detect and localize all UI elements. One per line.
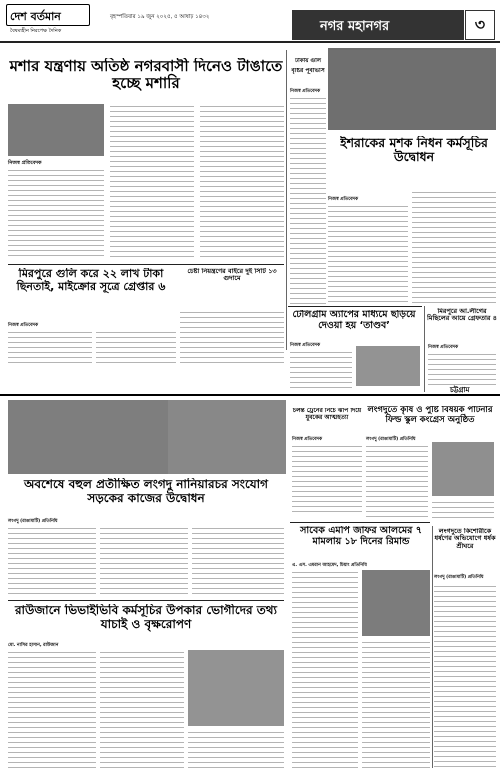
s13-headline: লংগদুতে কিশোরীকে ধর্ষণের অভিযোগে ধর্ষক শ্রীঘরে	[434, 528, 496, 550]
s11-photo	[362, 570, 430, 636]
masthead-rule	[0, 41, 500, 43]
logo-text: দেশ বর্তমান	[10, 10, 61, 23]
row-rule-4	[8, 600, 284, 601]
page-number: ৩	[474, 15, 486, 34]
s2-kicker: ঢাকায় গুলি	[295, 58, 321, 64]
s1-headline: মশার যন্ত্রণায় অতিষ্ঠ নগরবাসী দিনেও টাঙাতে হচ্ছে মশারি	[9, 58, 283, 93]
s2-body	[290, 96, 326, 306]
logo-tagline: বৈষম্যহীন নিরপেক্ষ দৈনিক	[10, 28, 62, 34]
s12-headline: রাউজানে ভিভাইভিবি কর্মসূচির উপকার ভোগীদের তথ্য যাচাই ও বৃক্ষরোপণ	[14, 604, 278, 631]
s1-byline: নিজস্ব প্রতিবেদক	[8, 160, 42, 166]
s6-body	[290, 350, 352, 388]
date-line: বৃহস্পতিবার ১৯ জুন ২০২৫, ৫ আষাঢ় ১৪৩২	[110, 14, 210, 20]
s4-headline: মিরপুরে গুলি করে ২২ লাখ টাকা ছিনতাই, মাইক্রোর সূত্রে গ্রেপ্তার ৬	[16, 268, 166, 293]
s8-byline: নিজস্ব প্রতিবেদক	[292, 437, 323, 442]
s13-byline: লংগদু (রাঙামাটি) প্রতিনিধি	[434, 575, 484, 580]
s11-byline: এ. এস. এমরান আহমেদ, চিয়াং প্রতিনিধি	[292, 563, 367, 568]
s6-byline: নিজস্ব প্রতিবেদক	[290, 343, 321, 348]
s9-body	[366, 444, 428, 520]
s11-body-col1	[292, 570, 358, 768]
s12-body-col1	[8, 650, 96, 768]
s11-body-col2	[362, 640, 430, 768]
s3-headline: ইশরাকের মশক নিধন কর্মসূচির উদ্বোধন	[340, 136, 488, 165]
s9-photo	[432, 442, 494, 496]
row-rule-1	[8, 264, 284, 265]
masthead	[0, 0, 500, 41]
s11-headline: সাবেক এমপি জাফর আলমের ৭ মামলায় ১৮ দিনের রিমান্ড	[300, 526, 422, 547]
row-rule-2	[288, 306, 422, 307]
s13-body	[434, 584, 496, 768]
section-title: নগর মহানগর	[320, 19, 390, 34]
s9-headline: লংগদুতে কৃষি ও পুষ্টি বিষয়ক পাটনার ফিল্ড স্কুল কংগ্রেস অনুষ্ঠিত	[367, 406, 493, 425]
s10-body-col3	[192, 526, 284, 596]
s2-byline: নিজস্ব প্রতিবেদক	[290, 89, 321, 94]
col-divider-1	[286, 50, 287, 350]
s2-headline: বৃষ্টির পূর্বাভাস	[291, 68, 325, 74]
s1-body-col3	[200, 104, 284, 260]
s6-photo	[356, 346, 420, 386]
row-rule-3	[290, 522, 430, 523]
s10-byline: লংগদু (রাঙামাটি) প্রতিনিধি	[8, 519, 58, 524]
col-divider-2	[424, 306, 425, 392]
s10-body-col1	[8, 526, 96, 596]
s3-photo	[328, 48, 496, 130]
s5-body	[180, 310, 284, 364]
s4-body-col1	[8, 330, 92, 364]
s8-kicker: চলন্ত ট্রেনের নিচে ঝাঁপ দিয়ে যুবকের আত্মহত্যা	[292, 408, 362, 421]
s3-byline: নিজস্ব প্রতিবেদক	[328, 197, 359, 202]
s6-headline: টেলিগ্রাম অ্যাপের মাধ্যমে ছড়িয়ে দেওয়া হয় ‘তাণ্ডব’	[292, 310, 416, 331]
section2-title: চট্টগ্রাম	[450, 386, 470, 394]
s4-body-col2	[96, 330, 176, 364]
s8-body	[292, 444, 362, 514]
s7-byline: নিজস্ব প্রতিবেদক	[428, 345, 459, 350]
page-number-box	[465, 10, 495, 40]
s3-body-col2	[412, 190, 496, 304]
s10-body-col2	[100, 526, 188, 596]
s3-body-col1	[328, 204, 408, 304]
s7-headline: মিরপুরে আ.লীগের মিছিলের আয়ে গ্রেফতার ৪	[427, 308, 497, 323]
s12-photo	[188, 650, 284, 726]
s1-photo	[8, 104, 104, 156]
col-divider-3	[432, 526, 433, 768]
section-banner	[292, 10, 464, 40]
s12-body-col2	[100, 650, 184, 768]
s4-byline: নিজস্ব প্রতিবেদক	[8, 323, 39, 328]
s1-body-col2	[110, 104, 194, 260]
s10-headline: অবশেষে বহুল প্রতীক্ষিত লংগদু নানিয়ারচর সংযোগ সড়কের কাজের উদ্বোধন	[23, 478, 269, 505]
s5-headline: চেষ্টা নিয়ন্ত্রণের বাইরে দুই সিটি ১৩ গুদামে	[187, 268, 277, 283]
s12-byline: মো. নাসির হাসান, রাউজান	[8, 643, 59, 648]
s9-byline: লংগদু (রাঙামাটি) প্রতিনিধি	[366, 437, 416, 442]
section2-bar	[0, 394, 500, 396]
s9-body-2	[432, 500, 494, 520]
s10-photo	[8, 400, 168, 474]
s12-body-col3	[188, 730, 284, 768]
s7-body	[428, 352, 496, 388]
s10-photo-2	[168, 400, 286, 474]
s1-body-col1	[8, 168, 104, 260]
